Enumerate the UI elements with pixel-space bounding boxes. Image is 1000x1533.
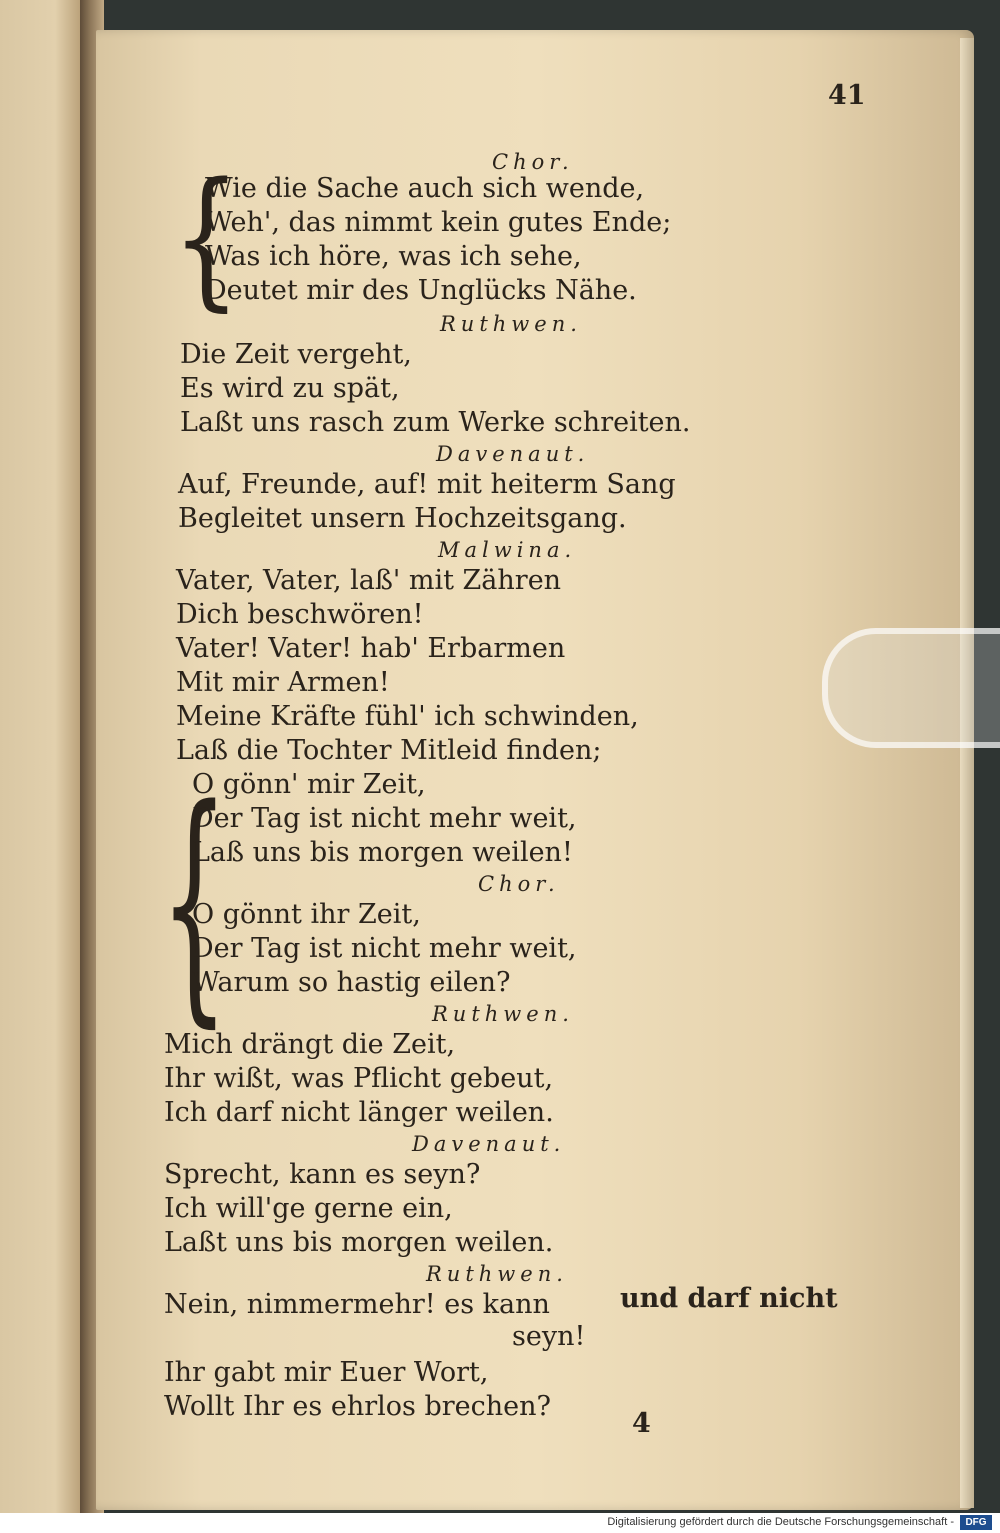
transparent-bookmark-clip — [822, 628, 1000, 748]
verse-line: Dich beschwören! — [176, 599, 424, 630]
speaker-label: Malwina. — [438, 538, 577, 562]
verse-line: Was ich höre, was ich sehe, — [205, 241, 582, 272]
verse-line: Vater, Vater, laß' mit Zähren — [176, 565, 562, 596]
verse-line: O gönn' mir Zeit, — [192, 769, 426, 800]
verse-line: seyn! — [512, 1321, 586, 1352]
dfg-logo: DFG — [960, 1515, 992, 1530]
verse-line: Die Zeit vergeht, — [180, 339, 412, 370]
verse-line: Laßt uns bis morgen weilen. — [164, 1227, 554, 1258]
speaker-label: Chor. — [492, 150, 574, 174]
verse-line: Der Tag ist nicht mehr weit, — [192, 933, 577, 964]
verse-line: Meine Kräfte fühl' ich schwinden, — [176, 701, 639, 732]
speaker-label: Ruthwen. — [440, 312, 582, 336]
verse-line: Laßt uns rasch zum Werke schreiten. — [180, 407, 691, 438]
brace-mark: { — [172, 152, 241, 326]
verse-line: Laß uns bis morgen weilen! — [192, 837, 573, 868]
speaker-label: Ruthwen. — [432, 1002, 574, 1026]
verse-line: und darf nicht — [620, 1283, 838, 1314]
verse-line: Nein, nimmermehr! es kann — [164, 1289, 550, 1320]
signature-mark: 4 — [632, 1408, 651, 1439]
page-number: 41 — [828, 80, 866, 111]
digitization-credit: Digitalisierung gefördert durch die Deutsche Forschungsgemeinschaft - — [607, 1516, 954, 1528]
verse-line: Begleitet unsern Hochzeitsgang. — [178, 503, 627, 534]
speaker-label: Davenaut. — [412, 1132, 566, 1156]
verse-line: Mit mir Armen! — [176, 667, 390, 698]
speaker-label: Ruthwen. — [426, 1262, 568, 1286]
verse-line: Sprecht, kann es seyn? — [164, 1159, 481, 1190]
verse-line: O gönnt ihr Zeit, — [192, 899, 421, 930]
verse-line: Deutet mir des Unglücks Nähe. — [205, 275, 637, 306]
speaker-label: Chor. — [478, 872, 560, 896]
brace-mark: { — [160, 758, 229, 1050]
verse-line: Ich darf nicht länger weilen. — [164, 1097, 554, 1128]
verse-line: Mich drängt die Zeit, — [164, 1029, 456, 1060]
verse-line: Der Tag ist nicht mehr weit, — [192, 803, 577, 834]
verse-line: Laß die Tochter Mitleid finden; — [176, 735, 602, 766]
page-edge — [960, 38, 974, 1508]
verse-line: Ihr gabt mir Euer Wort, — [164, 1357, 489, 1388]
verse-line: Vater! Vater! hab' Erbarmen — [176, 633, 566, 664]
verse-line: Wollt Ihr es ehrlos brechen? — [164, 1391, 551, 1422]
verse-line: Auf, Freunde, auf! mit heiterm Sang — [178, 469, 676, 500]
verse-line: Warum so hastig eilen? — [192, 967, 511, 998]
verse-line: Ich will'ge gerne ein, — [164, 1193, 453, 1224]
left-facing-page — [0, 0, 92, 1520]
verse-line: Ihr wißt, was Pflicht gebeut, — [164, 1063, 554, 1094]
verse-line: Es wird zu spät, — [180, 373, 400, 404]
speaker-label: Davenaut. — [436, 442, 590, 466]
verse-line: Weh', das nimmt kein gutes Ende; — [205, 207, 672, 238]
verse-line: Wie die Sache auch sich wende, — [205, 173, 645, 204]
